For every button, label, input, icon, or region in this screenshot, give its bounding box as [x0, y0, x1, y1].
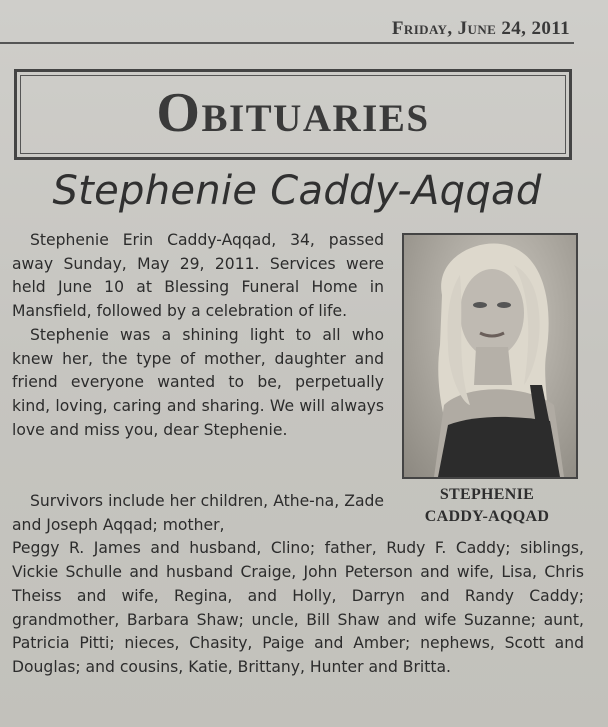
- survivors-lead: Survivors include her children, Athe-na, Zade and Joseph Aqqad; mother,: [12, 492, 384, 534]
- masthead-inner-frame: [20, 75, 566, 154]
- section-title: Obituaries: [156, 81, 430, 144]
- portrait-photo: [402, 233, 578, 479]
- photo-caption-line-1: STEPHENIE: [439, 486, 535, 503]
- portrait-image: [404, 235, 576, 477]
- section-masthead: [14, 69, 572, 160]
- survivors-rest: Peggy R. James and husband, Clino; father, Rudy F. Caddy; siblings, Vickie Schulle and husband Craige, John Peterson and wife, Lisa, Chris Theiss and wife, Regina, and Holly, Darryn and Randy Caddy; grandmother, Barbara Shaw; uncle, Bill Shaw and wife Suzanne; aunt, Patricia Pitti; nieces, Chasity, Paige and Amber; nephews, Scott and Douglas; and cousins, Katie, Brittany, Hunter and Britta.: [12, 539, 584, 676]
- photo-caption-line-2: CADDY-AQQAD: [424, 508, 550, 525]
- obituary-headline: Stephenie Caddy-Aqqad: [52, 168, 542, 214]
- survivors-paragraph: [12, 490, 584, 680]
- obituary-body-column: [12, 229, 384, 442]
- obituary-paragraph-1: Stephenie Erin Caddy-Aqqad, 34, passed away Sunday, May 29, 2011. Services were held June 10 at Blessing Funeral Home in Mansfield, followed by a celebration of life.: [12, 231, 384, 321]
- top-rule: [0, 42, 574, 44]
- date-line: Friday, June 24, 2011: [391, 18, 570, 39]
- obituary-paragraph-2: Stephenie was a shining light to all who knew her, the type of mother, daughter and friend everyone wanted to be, perpetually kind, loving, caring and sharing. We will always love and miss you, dear Stephenie.: [12, 325, 384, 439]
